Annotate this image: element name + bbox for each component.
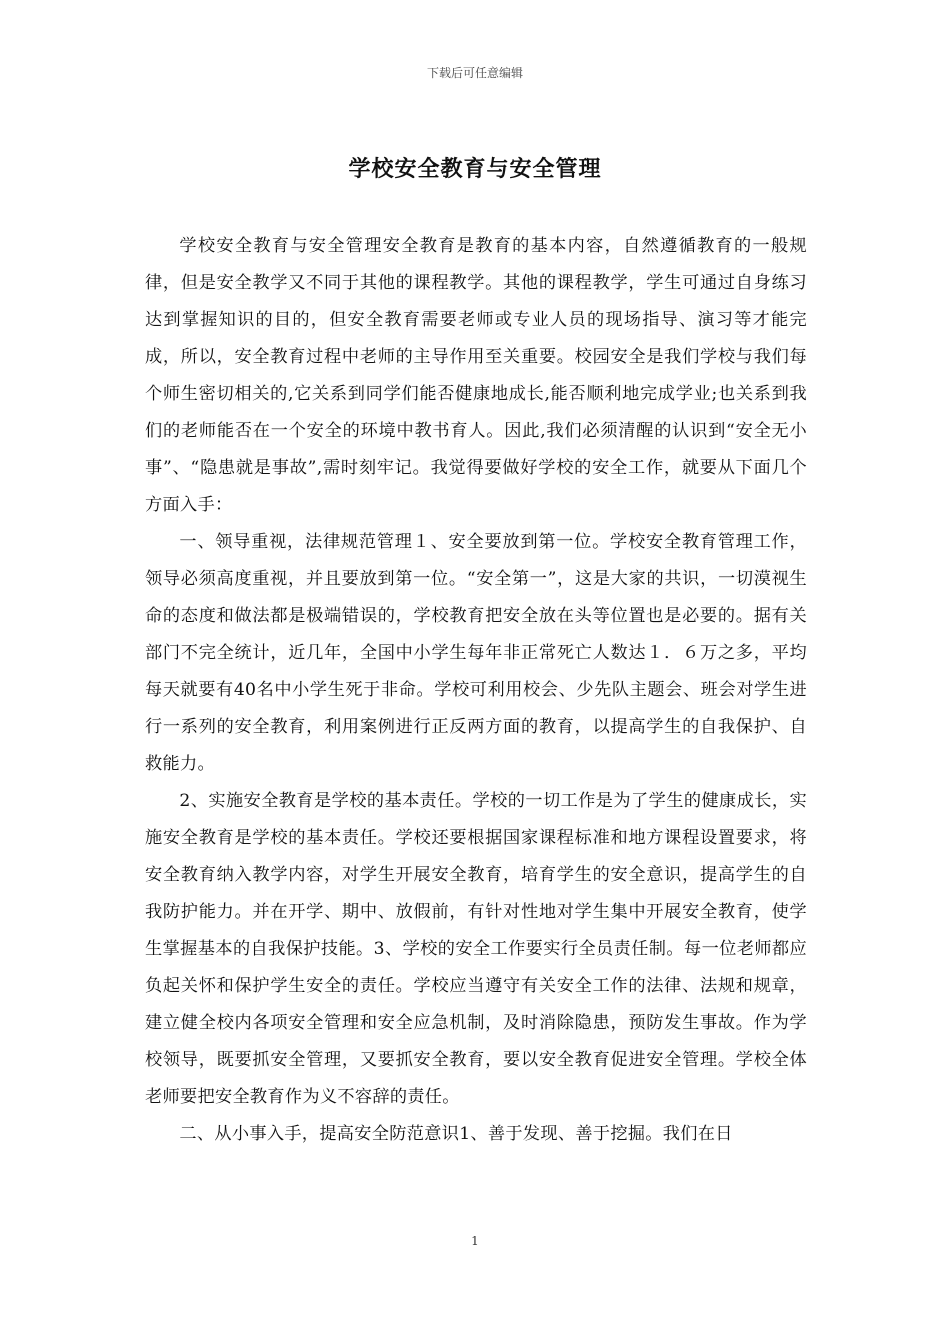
paragraph-intro: 学校安全教育与安全管理安全教育是教育的基本内容，自然遵循教育的一般规律，但是安全教学又不同于其他的课程教学。其他的课程教学，学生可通过自身练习达到掌握知识的目的，但安全教育需要老师或专业人员的现场指导、演习等才能完成，所以，安全教育过程中老师的主导作用至关重要。校园安全是我们学校与我们每个师生密切相关的,它关系到同学们能否健康地成长,能否顺利地完成学业;也关系到我们的老师能否在一个安全的环境中教书育人。因此,我们必须清醒的认识到“安全无小事”、“隐患就是事故”,需时刻牢记。我觉得要做好学校的安全工作，就要从下面几个方面入手： xyxy=(145,236,807,515)
paragraph-section-1: 一、领导重视，法律规范管理１、安全要放到第一位。学校安全教育管理工作，领导必须高度重视，并且要放到第一位。“安全第一”，这是大家的共识，一切漠视生命的态度和做法都是极端错误的，学校教育把安全放在头等位置也是必要的。据有关部门不完全统计，近几年，全国中小学生每年非正常死亡人数达１．６万之多，平均每天就要有40名中小学生死于非命。学校可利用校会、少先队主题会、班会对学生进行一系列的安全教育，利用案例进行正反两方面的教育，以提高学生的自我保护、自救能力。 xyxy=(145,532,807,774)
paragraph-section-2: 二、从小事入手，提高安全防范意识1、善于发现、善于挖掘。我们在日 xyxy=(179,1124,733,1144)
page-number: 1 xyxy=(471,1234,479,1248)
document-title: 学校安全教育与安全管理 xyxy=(348,156,602,182)
document-body xyxy=(145,228,807,1153)
paragraph-section-1-item-2: 2、实施安全教育是学校的基本责任。学校的一切工作是为了学生的健康成长，实施安全教育是学校的基本责任。学校还要根据国家课程标准和地方课程设置要求，将安全教育纳入教学内容，对学生开展安全教育，培育学生的安全意识，提高学生的自我防护能力。并在开学、期中、放假前，有针对性地对学生集中开展安全教育，使学生掌握基本的自我保护技能。3、学校的安全工作要实行全员责任制。每一位老师都应负起关怀和保护学生安全的责任。学校应当遵守有关安全工作的法律、法规和规章，建立健全校内各项安全管理和安全应急机制，及时消除隐患，预防发生事故。作为学校领导，既要抓安全管理，又要抓安全教育，要以安全教育促进安全管理。学校全体老师要把安全教育作为义不容辞的责任。 xyxy=(145,791,807,1107)
header-note: 下载后可任意编辑 xyxy=(426,66,523,80)
